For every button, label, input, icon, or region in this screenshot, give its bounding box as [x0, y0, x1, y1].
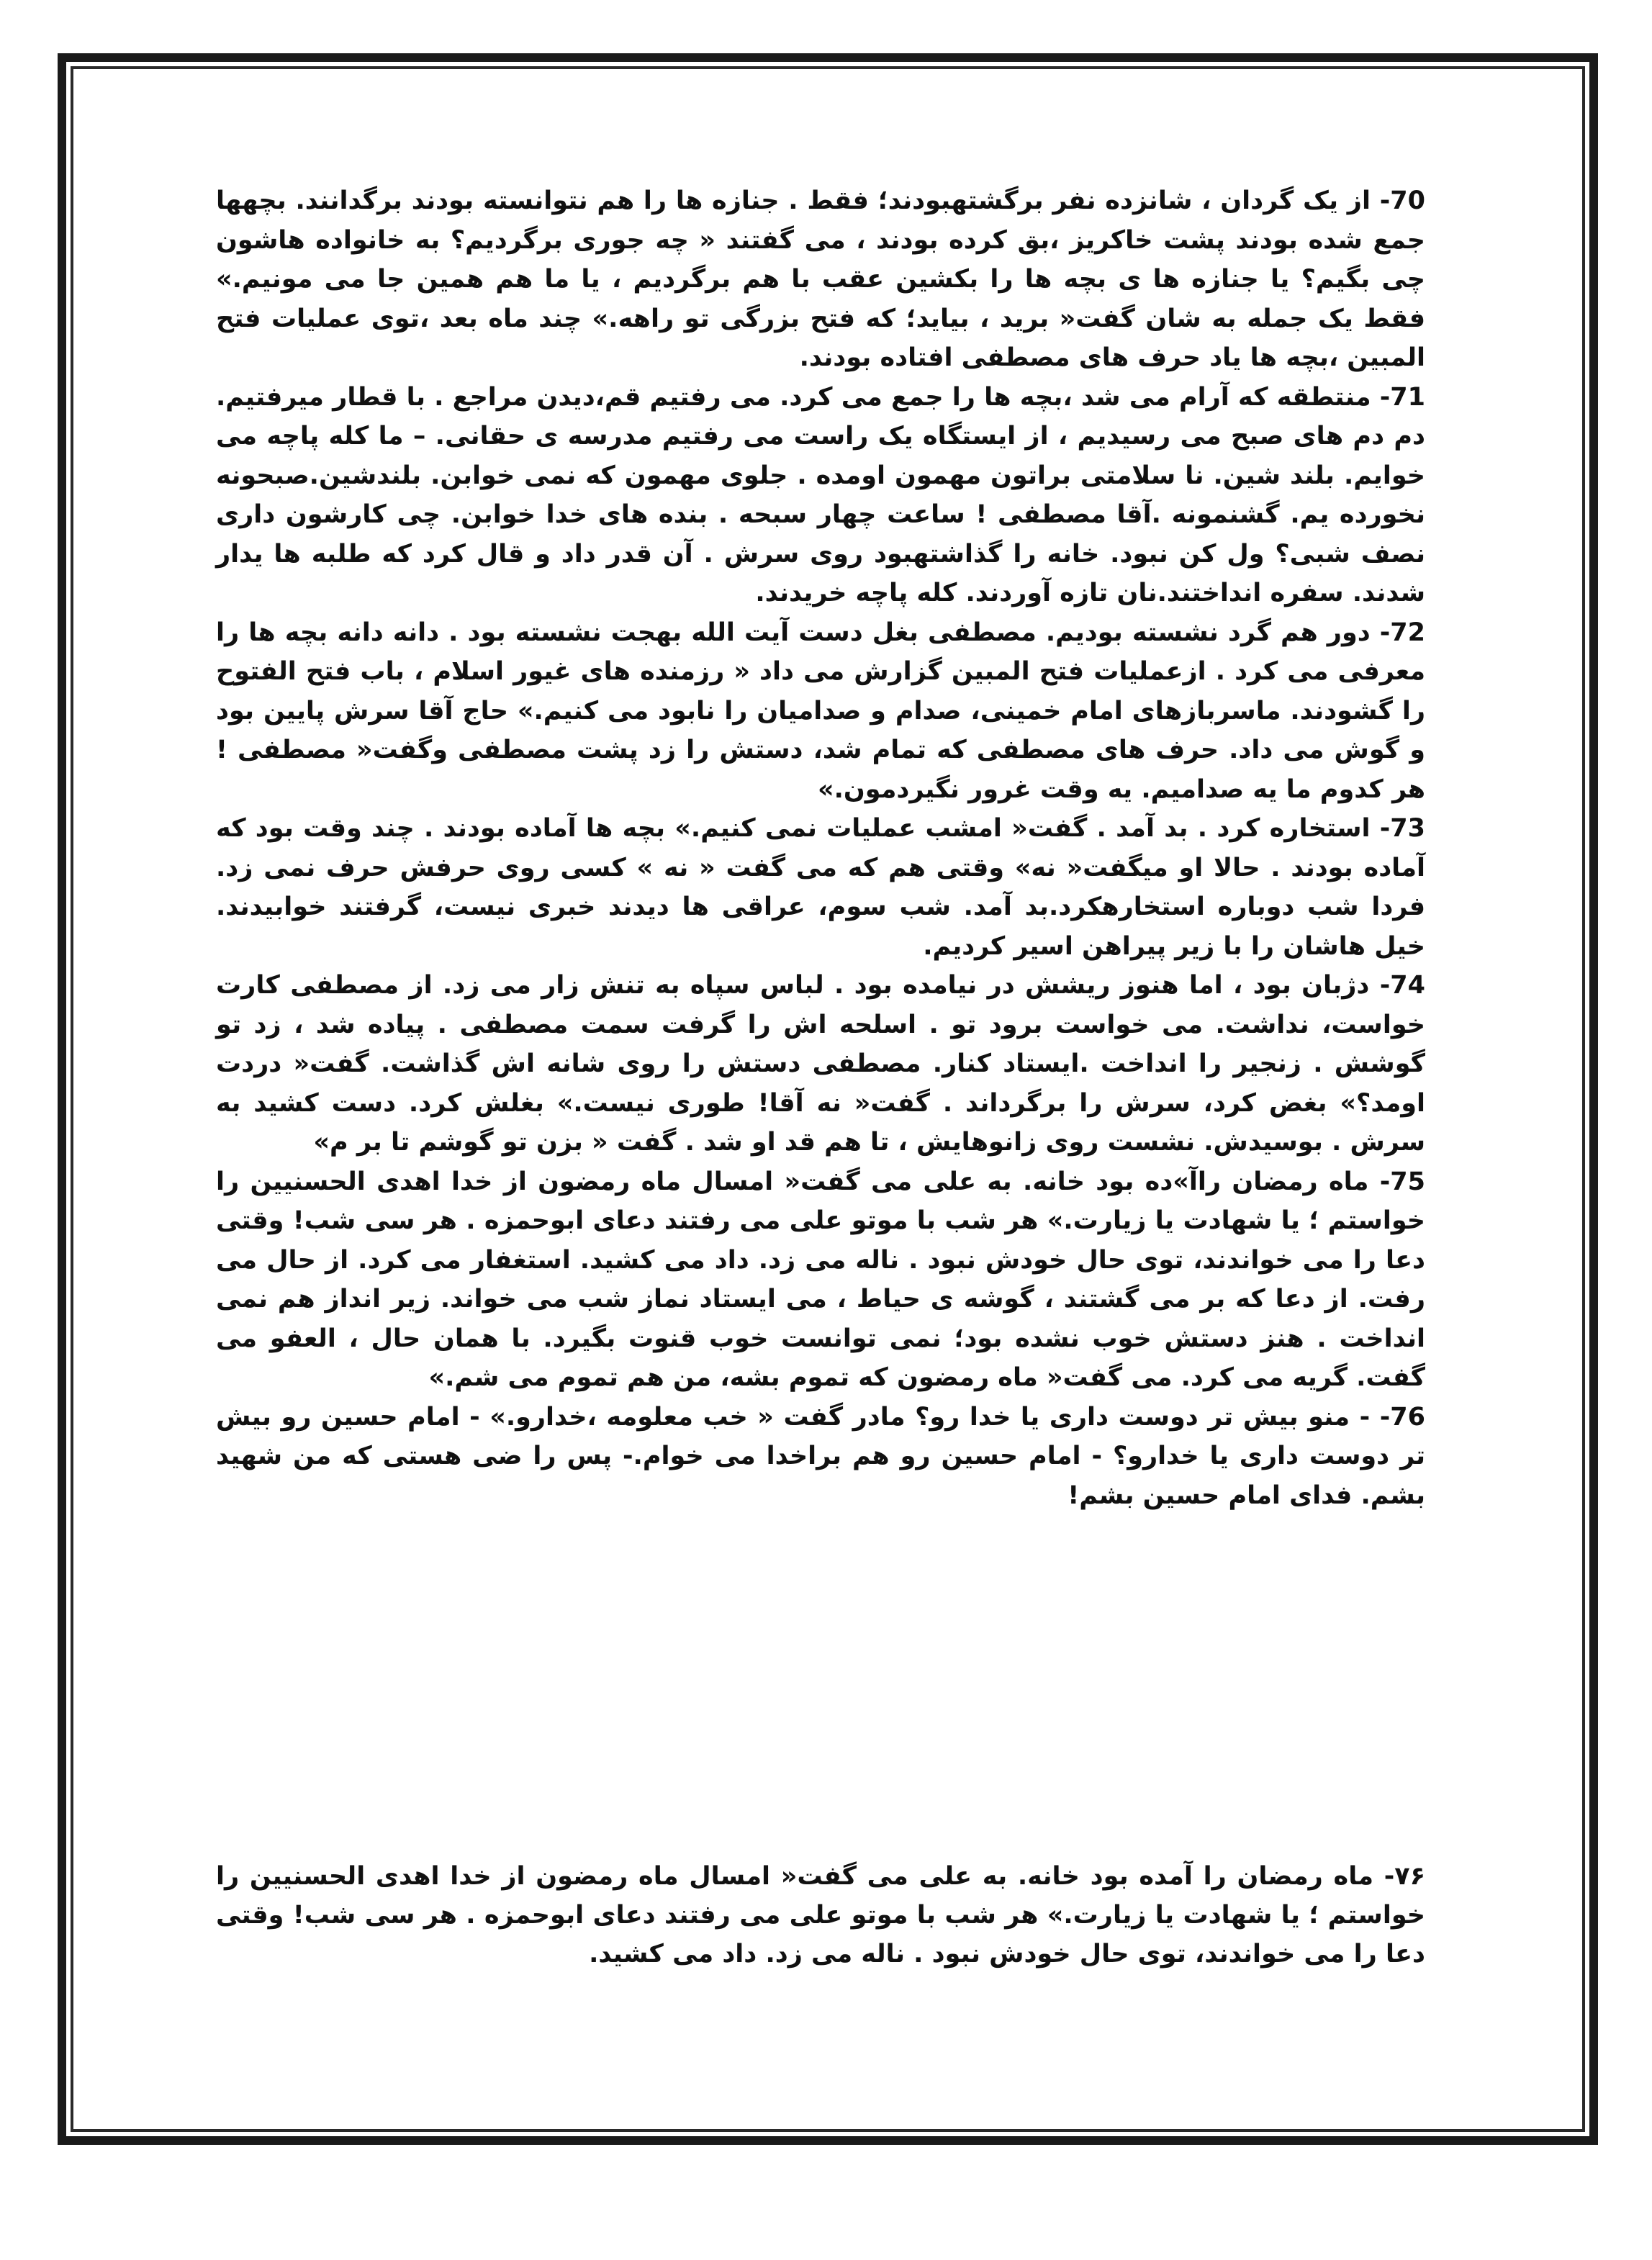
main-text-block [216, 181, 1425, 1515]
footer-text-block [216, 1857, 1425, 1974]
paragraph-72: 72- دور هم گرد نشسته بودیم. مصطفی بغل دست آیت الله بهجت نشسته بود . دانه دانه بچه ها را معرفی می کرد . ازعملیات فتح المبین گزارش می داد « رزمنده های غیور اسلام ، باب فتح الفتوح را گشودند. ماسربازهای امام خمینی، صدام و صدامیان را نابود می کنیم.» حاج آقا سرش پایین بود و گوش می داد. حرف های مصطفی که تمام شد، دستش را زد پشت مصطفی وگفت« مصطفی ! هر کدوم ما یه صدامیم. یه وقت غرور نگیردمون.» [216, 618, 1425, 804]
paragraph-70: 70- از یک گردان ، شانزده نفر برگشتهبودند؛ فقط . جنازه ها را هم نتوانسته بودند برگدانند. بچهها جمع شده بودند پشت خاکریز ،بق کرده بودند ، می گفتند « چه جوری برگردیم؟ به خانواده هاشون چی بگیم؟ یا جنازه ها ی بچه ها را بکشین عقب با هم برگردیم ، یا ما هم همین جا می مونیم.» فقط یک جمله به شان گفت« برید ، بیاید؛ که فتح بزرگی تو راهه.» چند ماه بعد ،توی عملیات فتح المبین ،بچه ها یاد حرف های مصطفی افتاده بودند. [216, 186, 1425, 372]
paragraph-74: 74- دژبان بود ، اما هنوز ریشش در نیامده بود . لباس سپاه به تنش زار می زد. از مصطفی کارت خواست، نداشت. می خواست برود تو . اسلحه اش را گرفت سمت مصطفی . پیاده شد ، زد تو گوشش . زنجیر را انداخت .ایستاد کنار. مصطفی دستش را روی شانه اش گذاشت. گفت« دردت اومد؟» بغض کرد، سرش را برگرداند . گفت« نه آقا! طوری نیست.» بغلش کرد. دست کشید به سرش . بوسیدش. نشست روی زانوهایش ، تا هم قد او شد . گفت « بزن تو گوشم تا بر م» [216, 971, 1425, 1157]
paragraph-75: 75- ماه رمضان راآ»ده بود خانه. به علی می گفت« امسال ماه رمضون از خدا اهدی الحسنیین را خواستم ؛ یا شهادت یا زیارت.» هر شب با موتو علی می رفتند دعای ابوحمزه . هر سی شب! وقتی دعا را می خواندند، توی حال خودش نبود . ناله می زد. داد می کشید. استغفار می کرد. از حال می رفت. از دعا که بر می گشتند ، گوشه ی حیاط ، می ایستاد نماز شب می خواند. زیر انداز هم نمی انداخت . هنز دستش خوب نشده بود؛ نمی توانست خوب قنوت بگیرد. با همان حال ، العفو می گفت. گریه می کرد. می گفت« ماه رمضون که تموم بشه، من هم تموم می شم.» [216, 1167, 1425, 1392]
footer-paragraph: ۷۶- ماه رمضان را آمده بود خانه. به علی می گفت« امسال ماه رمضون از خدا اهدی الحسنیین را خواستم ؛ یا شهادت یا زیارت.» هر شب با موتو علی می رفتند دعای ابوحمزه . هر سی شب! وقتی دعا را می خواندند، توی حال خودش نبود . ناله می زد. داد می کشید. [216, 1862, 1425, 1969]
paragraph-71: 71- منتطقه که آرام می شد ،بچه ها را جمع می کرد. می رفتیم قم،دیدن مراجع . با قطار میرفتیم. دم دم های صبح می رسیدیم ، از ایستگاه یک راست می رفتیم مدرسه ی حقانی. – ما کله پاچه می خوایم. بلند شین. نا سلامتی براتون مهمون اومده . جلوی مهمون که نمی خوابن. بلندشین.صبحونه نخورده یم. گشنمونه .آقا مصطفی ! ساعت چهار سبحه . بنده های خدا خوابن. چی کارشون داری نصف شبی؟ ول کن نبود. خانه را گذاشتهبود روی سرش . آن قدر داد و قال کرد که طلبه ها یدار شدند. سفره انداختند.نان تازه آوردند. کله پاچه خریدند. [216, 382, 1425, 607]
paragraph-76: 76- - منو بیش تر دوست داری یا خدا رو؟ مادر گفت « خب معلومه ،خدارو.» - امام حسین رو بیش تر دوست داری یا خدارو؟ - امام حسین رو هم براخدا می خوام.- پس را ضی هستی که من شهید بشم. فدای امام حسین بشم! [216, 1402, 1425, 1510]
paragraph-73: 73- استخاره کرد . بد آمد . گفت« امشب عملیات نمی کنیم.» بچه ها آماده بودند . چند وقت بود که آماده بودند . حالا او میگفت« نه» وقتی هم که می گفت « نه » کسی روی حرفش حرف نمی زد. فردا شب دوباره استخارهکرد.بد آمد. شب سوم، عراقی ها دیدند خبری نیست، گرفتند خوابیدند. خیل هاشان را با زیر پیراهن اسیر کردیم. [216, 814, 1425, 961]
